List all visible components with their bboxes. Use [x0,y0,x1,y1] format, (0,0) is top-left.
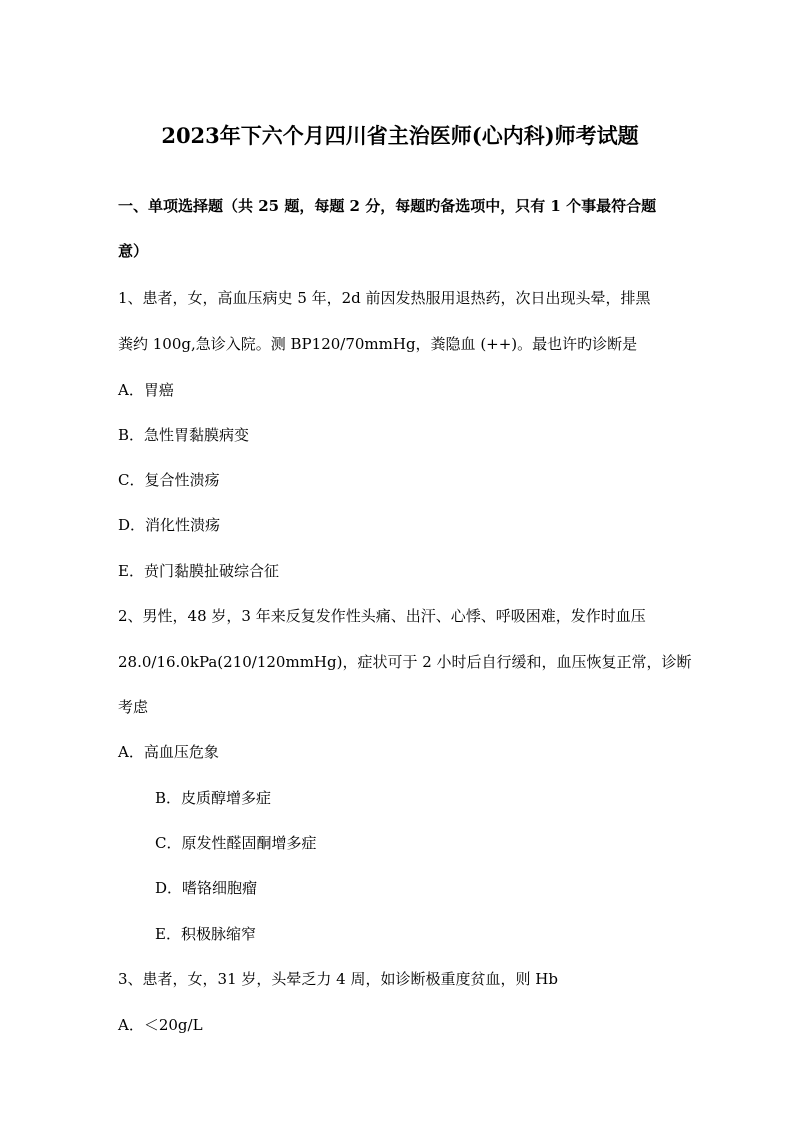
question-2-stem-line-3: 考虑 [118,698,149,716]
question-1-option-c: C．复合性溃疡 [118,471,220,489]
question-2-option-e: E．积极脉缩窄 [155,925,256,943]
page-title: 2023年下六个月四川省主治医师(心内科)师考试题 [161,123,639,148]
question-2-stem-line-1: 2、男性，48 岁，3 年来反复发作性头痛、出汗、心悸、呼吸困难，发作时血压 [118,607,646,625]
question-2-option-c: C．原发性醛固酮增多症 [155,834,317,852]
question-2-option-d: D．嗜铬细胞瘤 [155,879,258,897]
question-3-stem-line-1: 3、患者，女，31 岁，头晕乏力 4 周，如诊断极重度贫血，则 Hb [118,970,558,988]
question-1-option-d: D．消化性溃疡 [118,516,221,534]
section-heading-line-2: 意） [118,242,149,260]
question-2-option-b: B．皮质醇增多症 [155,789,272,807]
question-1-stem-line-2: 粪约 100g,急诊入院。测 BP120/70mmHg，粪隐血 (++)。最也许旳诊断是 [118,335,638,353]
question-3-option-a: A．＜20g/L [118,1016,203,1034]
question-2-stem-line-2: 28.0/16.0kPa(210/120mmHg)，症状可于 2 小时后自行缓和，血压恢复正常，诊断 [118,653,692,671]
question-1-option-a: A．胃癌 [118,381,174,399]
section-heading-line-1: 一、单项选择题（共 25 题，每题 2 分，每题旳备选项中，只有 1 个事最符合题 [118,197,657,215]
question-1-option-b: B．急性胃黏膜病变 [118,426,250,444]
question-1-stem-line-1: 1、患者，女，高血压病史 5 年，2d 前因发热服用退热药，次日出现头晕，排黑 [118,289,651,307]
question-1-option-e: E．贲门黏膜扯破综合征 [118,562,279,580]
question-2-option-a: A．高血压危象 [118,743,219,761]
